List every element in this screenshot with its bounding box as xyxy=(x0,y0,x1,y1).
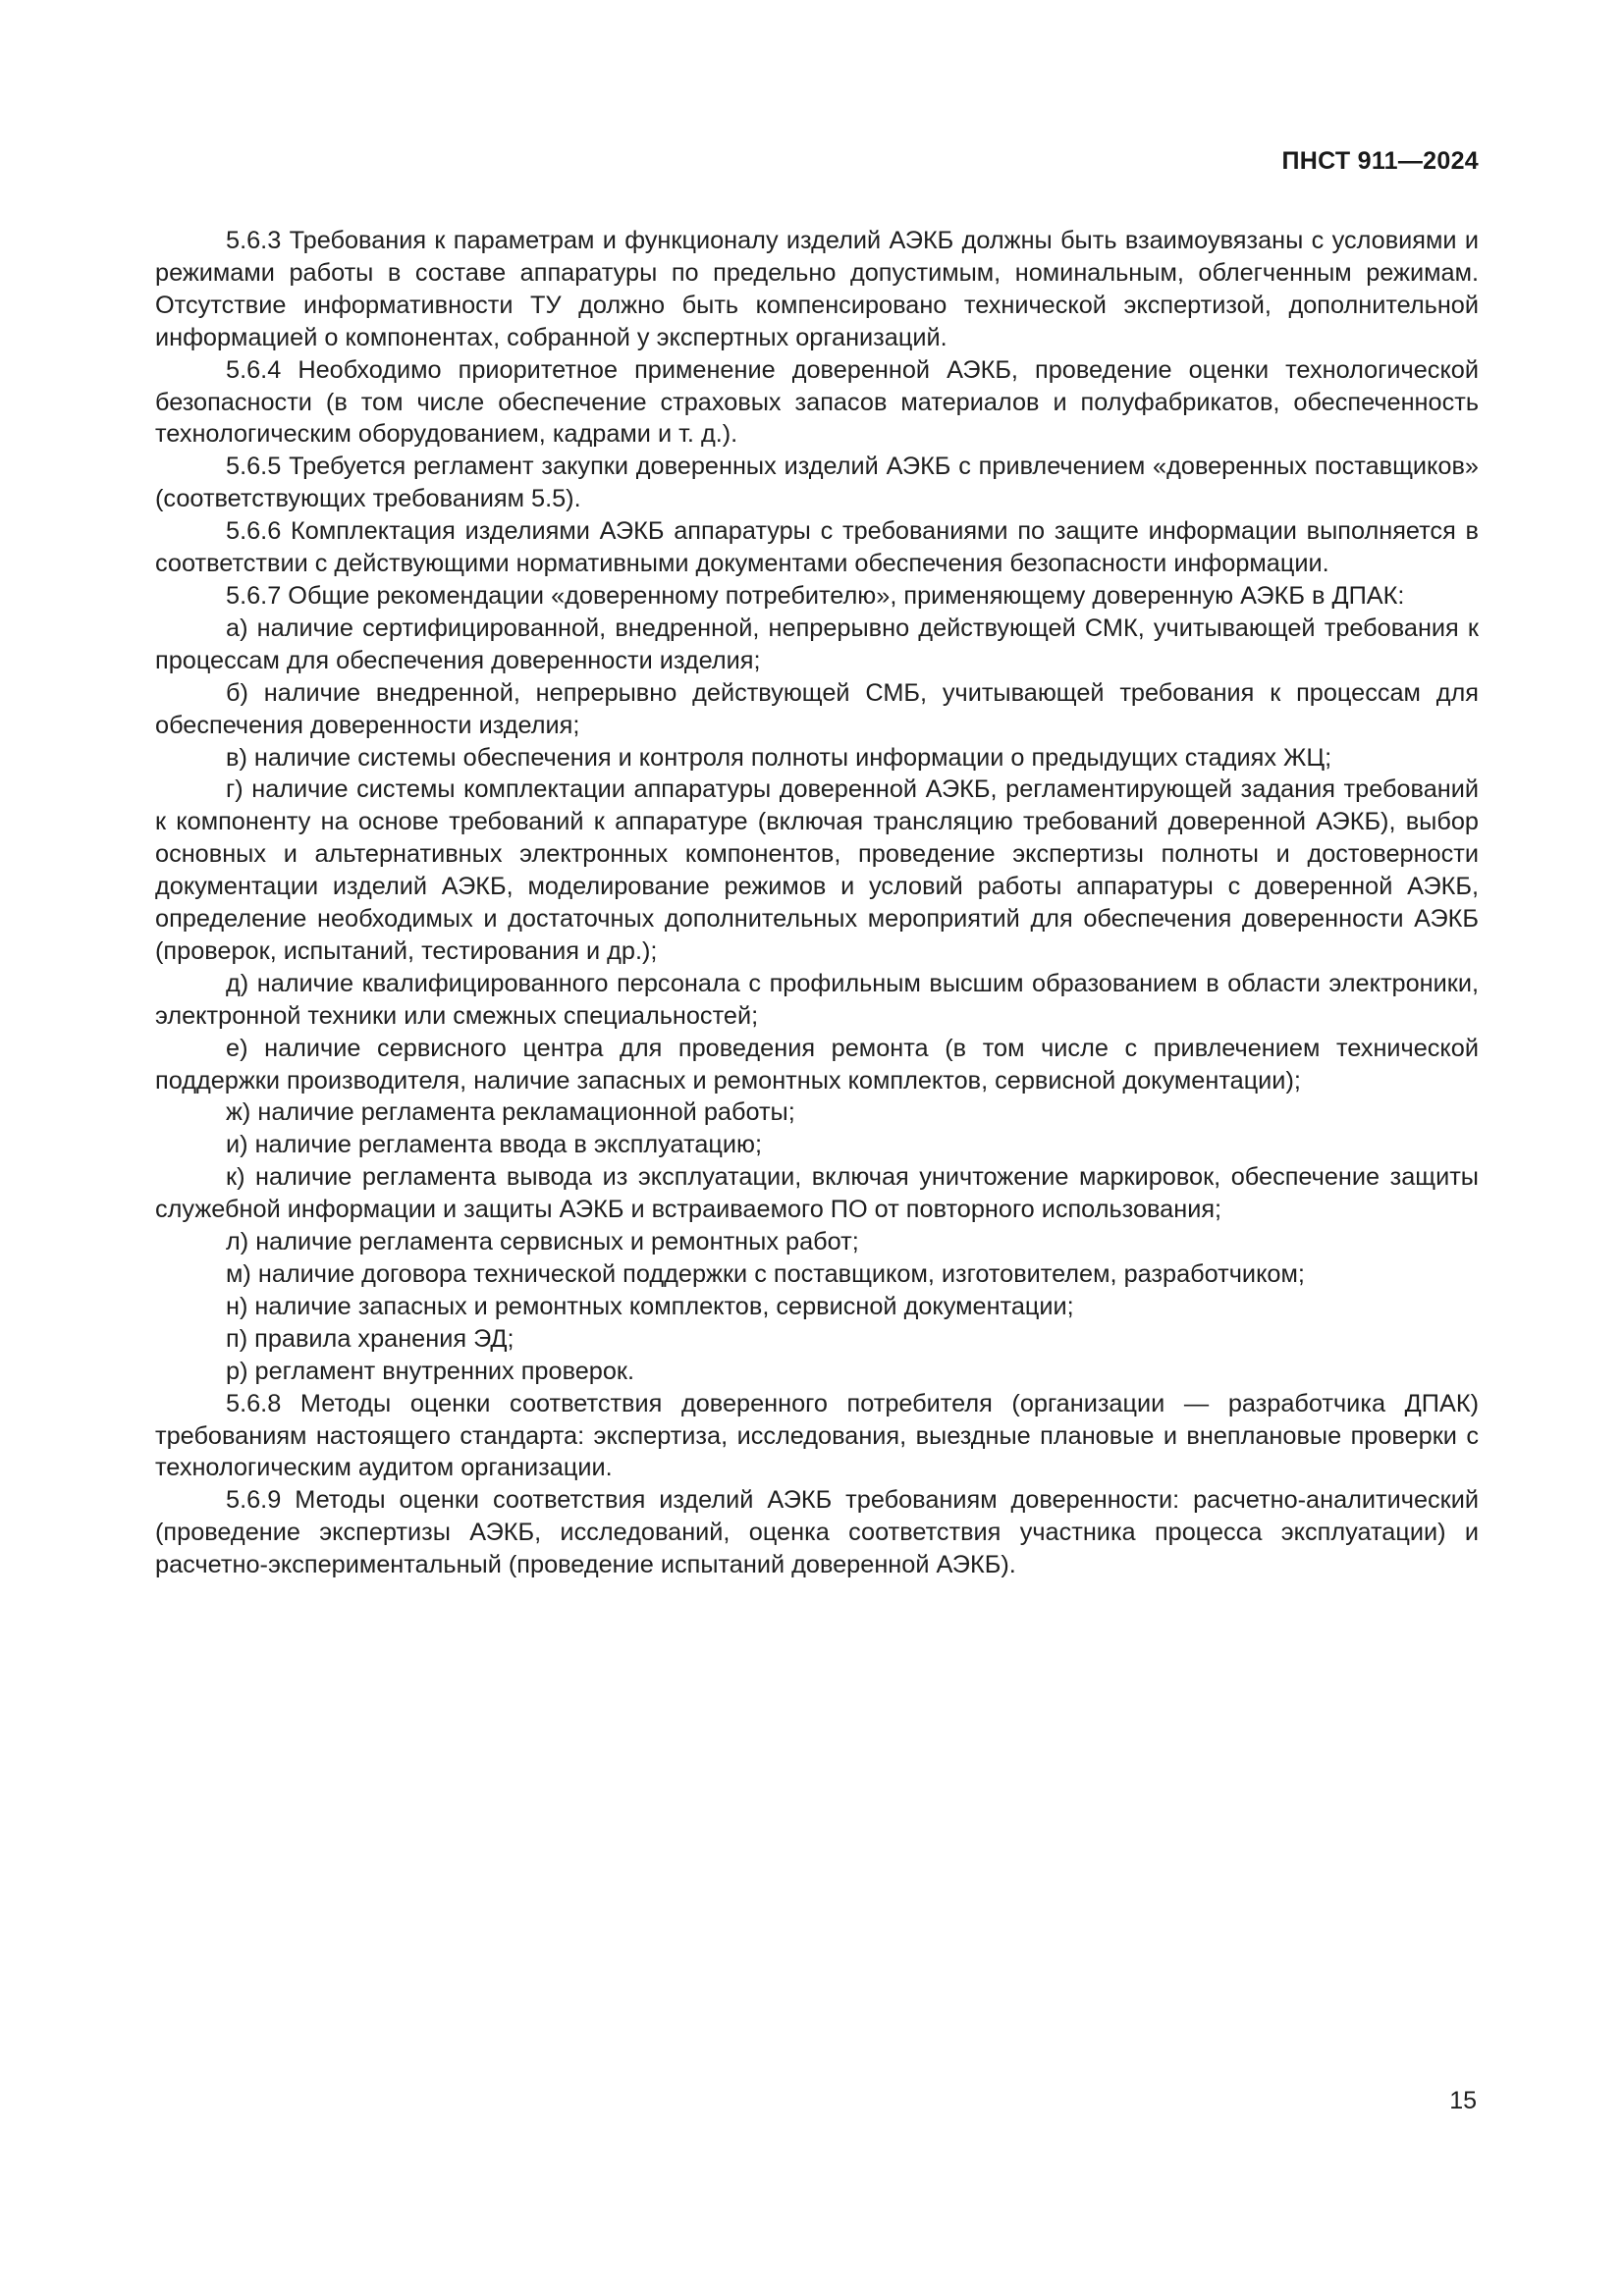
list-item-m: м) наличие договора технической поддержки с поставщиком, изготовителем, разработчиком; xyxy=(226,1260,1305,1288)
list-item-r: р) регламент внутренних проверок. xyxy=(226,1357,635,1385)
list-item-zh: ж) наличие регламента рекламационной работы; xyxy=(226,1098,795,1127)
list-item-v: в) наличие системы обеспечения и контроля полноты информации о предыдущих стадиях ЖЦ; xyxy=(226,743,1332,772)
paragraph-5-6-8: 5.6.8 Методы оценки соответствия доверенного потребителя (организации — разработчика ДПАК) требованиям настоящего стандарта: экспертиза, исследования, выездные плановые и внеплановые проверки с технологическим аудитом организации. xyxy=(155,1389,1479,1482)
list-item-l: л) наличие регламента сервисных и ремонтных работ; xyxy=(226,1228,859,1256)
list-item-i: и) наличие регламента ввода в эксплуатацию; xyxy=(226,1131,763,1159)
paragraph-5-6-9: 5.6.9 Методы оценки соответствия изделий АЭКБ требованиям доверенности: расчетно-аналитический (проведение экспертизы АЭКБ, исследований, оценка соответствия участника процесса эксплуатации) и расчетно-экспериментальный (проведение испытаний доверенной АЭКБ). xyxy=(155,1486,1479,1579)
paragraph-5-6-5: 5.6.5 Требуется регламент закупки доверенных изделий АЭКБ с привлечением «доверенных поставщиков» (соответствующих требованиям 5.5). xyxy=(155,453,1479,513)
body-text xyxy=(155,225,1479,1581)
paragraph-5-6-4: 5.6.4 Необходимо приоритетное применение доверенной АЭКБ, проведение оценки технологической безопасности (в том числе обеспечение страховых запасов материалов и полуфабрикатов, обеспеченность технологическим оборудованием, кадрами и т. д.). xyxy=(155,355,1479,449)
list-item-k: к) наличие регламента вывода из эксплуатации, включая уничтожение маркировок, обеспечение защиты служебной информации и защиты АЭКБ и встраиваемого ПО от повторного использования; xyxy=(155,1163,1479,1224)
document-code: ПНСТ 911—2024 xyxy=(1281,147,1479,175)
page-number: 15 xyxy=(1449,2087,1477,2114)
paragraph-5-6-3: 5.6.3 Требования к параметрам и функционалу изделий АЭКБ должны быть взаимоувязаны с условиями и режимами работы в составе аппаратуры по предельно допустимым, номинальным, облегченным режимам. Отсутствие информативности ТУ должно быть компенсировано технической экспертизой, дополнительной информацией о компонентах, собранной у экспертных организаций. xyxy=(155,227,1479,351)
list-item-n: н) наличие запасных и ремонтных комплектов, сервисной документации; xyxy=(226,1292,1074,1320)
paragraph-5-6-7: 5.6.7 Общие рекомендации «доверенному потребителю», применяющему доверенную АЭКБ в ДПАК: xyxy=(226,581,1405,610)
list-item-e: е) наличие сервисного центра для проведения ремонта (в том числе с привлечением технической поддержки производителя, наличие запасных и ремонтных комплектов, сервисной документации); xyxy=(155,1034,1479,1095)
list-item-g: г) наличие системы комплектации аппаратуры доверенной АЭКБ, регламентирующей задания требований к компоненту на основе требований к аппаратуре (включая трансляцию требований доверенной АЭКБ), выбор основных и альтернативных электронных компонентов, проведение экспертизы полноты и достоверности документации изделий АЭКБ, моделирование режимов и условий работы аппаратуры с доверенной АЭКБ, определение необходимых и достаточных дополнительных мероприятий для обеспечения доверенности АЭКБ (проверок, испытаний, тестирования и др.); xyxy=(155,775,1479,965)
paragraph-5-6-6: 5.6.6 Комплектация изделиями АЭКБ аппаратуры с требованиями по защите информации выполняется в соответствии с действующими нормативными документами обеспечения безопасности информации. xyxy=(155,517,1479,578)
list-item-a: а) наличие сертифицированной, внедренной, непрерывно действующей СМК, учитывающей требования к процессам для обеспечения доверенности изделия; xyxy=(155,614,1479,674)
list-item-p: п) правила хранения ЭД; xyxy=(226,1324,514,1353)
list-item-d: д) наличие квалифицированного персонала с профильным высшим образованием в области электроники, электронной техники или смежных специальностей; xyxy=(155,969,1479,1030)
list-item-b: б) наличие внедренной, непрерывно действующей СМБ, учитывающей требования к процессам для обеспечения доверенности изделия; xyxy=(155,678,1479,739)
